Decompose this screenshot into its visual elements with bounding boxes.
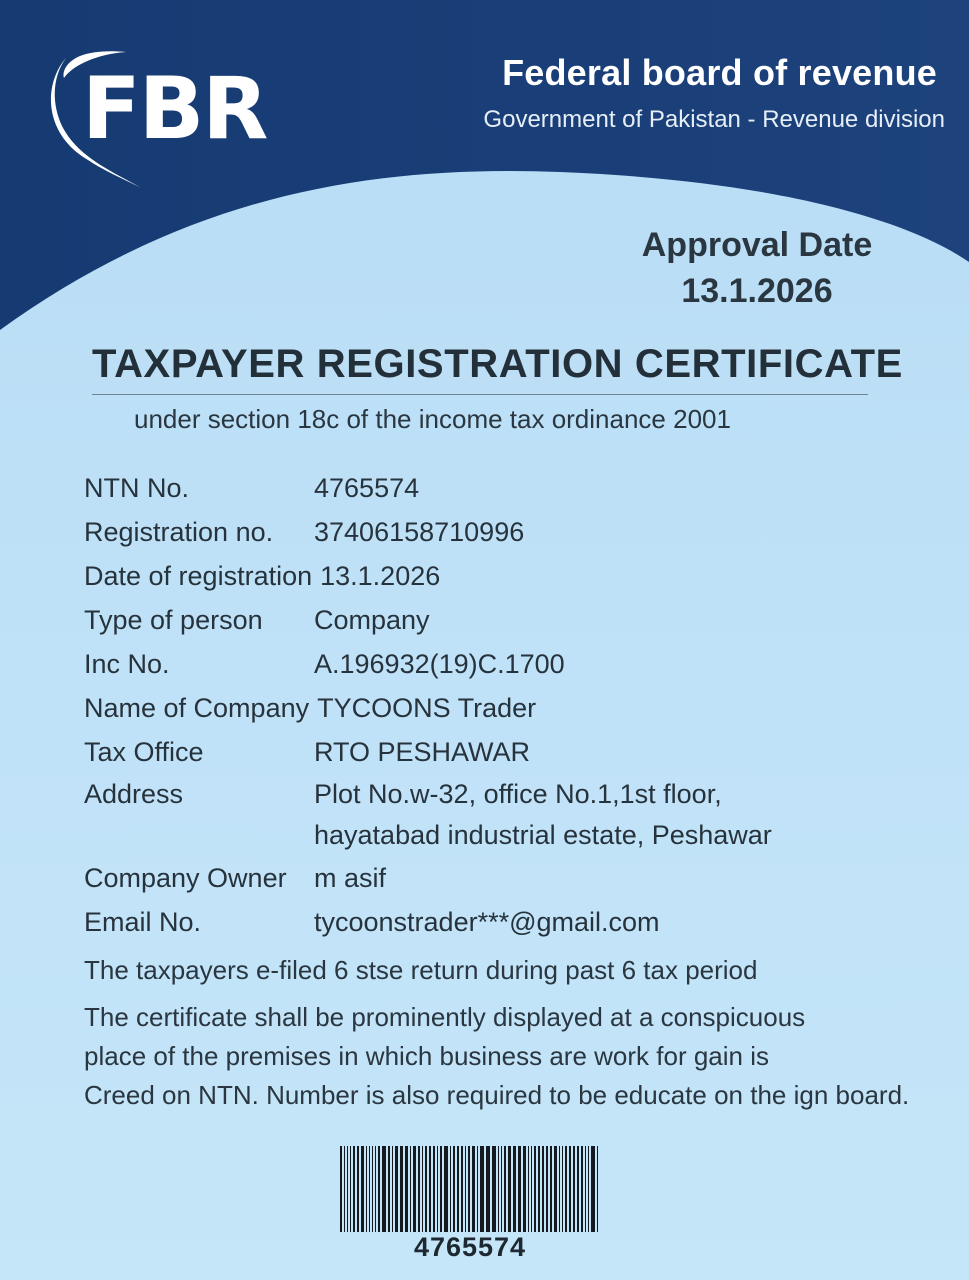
approval-date-value: 13.1.2026	[681, 272, 833, 310]
field-value: 13.1.2026	[320, 561, 441, 591]
barcode-bar	[375, 1146, 376, 1232]
barcode-bar	[550, 1146, 552, 1232]
barcode-bar	[388, 1146, 390, 1232]
field-value: 4765574	[314, 473, 420, 503]
barcode-bar	[523, 1146, 526, 1232]
field-row-ntn	[84, 466, 944, 510]
title-divider	[92, 394, 868, 395]
field-label: Date of registration	[84, 561, 313, 591]
certificate-notes	[84, 952, 944, 1115]
field-value: m asif	[314, 863, 387, 893]
barcode-bar	[413, 1146, 416, 1232]
barcode-bar	[361, 1146, 364, 1232]
barcode-bar	[573, 1146, 575, 1232]
display-instructions-line: place of the premises in which business are work for gain is	[84, 1041, 769, 1071]
barcode-bar	[477, 1146, 478, 1232]
barcode-bar	[461, 1146, 463, 1232]
field-label: Tax Office	[84, 737, 204, 767]
address-line-1: Plot No.w-32, office No.1,1st floor,	[314, 779, 722, 809]
barcode-bar	[457, 1146, 459, 1232]
approval-date-label: Approval Date	[641, 226, 873, 264]
field-label: NTN No.	[84, 473, 190, 503]
field-row-company-name	[84, 686, 944, 730]
barcode-bar	[597, 1146, 598, 1232]
barcode-number: 4765574	[413, 1232, 527, 1262]
certificate-subtitle: under section 18c of the income tax ordinance 2001	[134, 404, 731, 434]
barcode-bar	[542, 1146, 544, 1232]
barcode-bar	[429, 1146, 431, 1232]
barcode-bar	[534, 1146, 536, 1232]
barcode-bar	[433, 1146, 435, 1232]
barcode-bar	[392, 1146, 393, 1232]
field-label: Inc No.	[84, 649, 170, 679]
filing-note: The taxpayers e-filed 6 stse return during past 6 tax period	[84, 955, 758, 985]
barcode-bar	[504, 1146, 506, 1232]
field-value-address	[314, 774, 772, 856]
barcode-bar	[486, 1146, 490, 1232]
barcode-bar	[531, 1146, 532, 1232]
field-row-type-of-person	[84, 598, 944, 642]
registration-details	[84, 466, 944, 944]
barcode-bar	[410, 1146, 411, 1232]
organization-subtitle: Government of Pakistan - Revenue division	[483, 106, 945, 133]
field-label: Registration no.	[84, 517, 274, 547]
barcode-bar	[405, 1146, 408, 1232]
barcode-icon	[340, 1146, 600, 1232]
field-row-company-owner	[84, 856, 944, 900]
field-row-email	[84, 900, 944, 944]
certificate-title: TAXPAYER REGISTRATION CERTIFICATE	[92, 342, 903, 386]
barcode-bar	[559, 1146, 560, 1232]
display-instructions-line: The certificate shall be prominently displayed at a conspicuous	[84, 1002, 806, 1032]
approval-date-block	[637, 222, 877, 314]
field-label: Address	[84, 779, 184, 809]
barcode-bar	[501, 1146, 502, 1232]
barcode-bar	[468, 1146, 470, 1232]
barcode-bar	[422, 1146, 423, 1232]
display-instructions-line: Creed on NTN. Number is also required to be educate on the ign board.	[84, 1080, 910, 1110]
barcode-bar	[554, 1146, 557, 1232]
field-label: Email No.	[84, 907, 202, 937]
field-row-tax-office	[84, 730, 944, 774]
barcode-bar	[378, 1146, 380, 1232]
barcode-bar	[450, 1146, 451, 1232]
barcode-bar	[372, 1146, 373, 1232]
barcode-bar	[546, 1146, 548, 1232]
barcode-bar	[492, 1146, 496, 1232]
field-row-date-of-registration	[84, 554, 944, 598]
barcode-bar	[480, 1146, 484, 1232]
field-value: TYCOONS Trader	[317, 693, 537, 723]
barcode-bar	[418, 1146, 420, 1232]
barcode-bar	[395, 1146, 398, 1232]
field-value: tycoonstrader***@gmail.com	[314, 907, 660, 937]
barcode-bar	[347, 1146, 348, 1232]
barcode-bar	[562, 1146, 563, 1232]
barcode-bar	[585, 1146, 586, 1232]
field-row-registration	[84, 510, 944, 554]
barcode-bar	[344, 1146, 345, 1232]
barcode-bar	[453, 1146, 455, 1232]
field-value: RTO PESHAWAR	[314, 737, 531, 767]
barcode-bar	[353, 1146, 355, 1232]
barcode-bar	[569, 1146, 571, 1232]
field-value: Company	[314, 605, 430, 635]
field-value: 37406158710996	[314, 517, 525, 547]
barcode-bar	[366, 1146, 367, 1232]
barcode-bar	[369, 1146, 370, 1232]
barcode-bar	[538, 1146, 540, 1232]
field-label: Name of Company	[84, 693, 310, 723]
barcode-bar	[440, 1146, 442, 1232]
barcode-bar	[591, 1146, 595, 1232]
field-label: Type of person	[84, 605, 263, 635]
barcode-bar	[350, 1146, 351, 1232]
barcode-bar	[425, 1146, 427, 1232]
barcode-bar	[357, 1146, 359, 1232]
barcode-bar	[581, 1146, 583, 1232]
barcode-bar	[588, 1146, 589, 1232]
field-value: A.196932(19)C.1700	[314, 649, 565, 679]
barcode-bar	[472, 1146, 475, 1232]
field-label: Company Owner	[84, 863, 287, 893]
barcode-bar	[340, 1146, 342, 1232]
barcode-bar	[465, 1146, 466, 1232]
barcode-bar	[565, 1146, 567, 1232]
display-instructions	[84, 998, 944, 1115]
barcode-bar	[498, 1146, 499, 1232]
barcode-bar	[577, 1146, 579, 1232]
barcode-bar	[513, 1146, 516, 1232]
fbr-logo	[36, 48, 266, 188]
field-row-inc-no	[84, 642, 944, 686]
barcode-bar	[508, 1146, 511, 1232]
barcode-bar	[382, 1146, 386, 1232]
barcode-bar	[400, 1146, 403, 1232]
field-row-address	[84, 774, 944, 856]
organization-name: Federal board of revenue	[502, 52, 937, 93]
barcode-bar	[444, 1146, 448, 1232]
barcode-bar	[528, 1146, 529, 1232]
logo-text: FBR	[82, 59, 267, 159]
barcode-bar	[518, 1146, 521, 1232]
address-line-2: hayatabad industrial estate, Peshawar	[314, 820, 772, 850]
barcode-bar	[437, 1146, 438, 1232]
